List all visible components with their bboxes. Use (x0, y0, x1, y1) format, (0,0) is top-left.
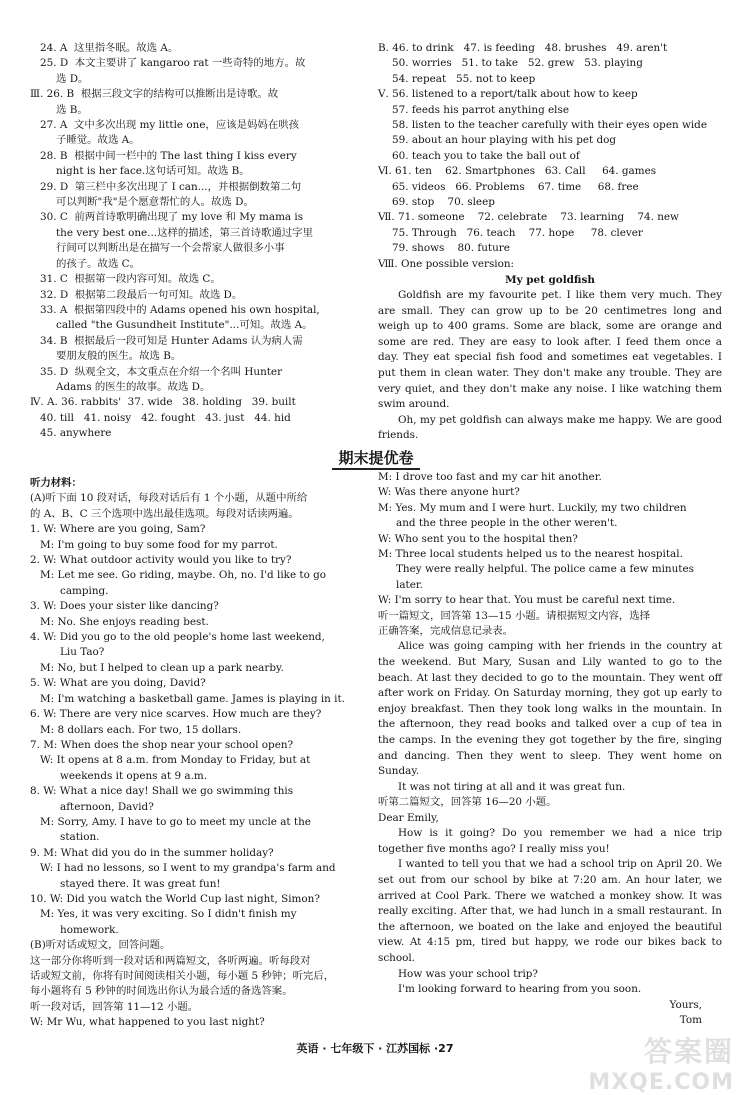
dialogue-line: and the three people in the other weren't. (396, 517, 618, 530)
answer-line: Ⅳ. A. 36. rabbits' 37. wide 38. holding 39. built (30, 396, 296, 409)
story-one-paragraph: It was not tiring at all and it was great fun. (398, 780, 626, 793)
listening-line: M: No. She enjoys reading best. (40, 615, 209, 628)
listening-line: M: I'm watching a basketball game. James is playing in it. (40, 692, 345, 705)
listening-line: homework. (60, 923, 119, 936)
answer-line: 29. D 第三栏中多次出现了 I can...，并根据倒数第二句 (40, 180, 302, 193)
listening-line: W: I had no lessons, so I went to my grandpa's farm and (40, 862, 336, 875)
listening-line: 8. W: What a nice day! Shall we go swimming this (30, 785, 294, 798)
essay-title: My pet goldfish (505, 274, 595, 287)
answer-line: 27. A 文中多次出现 my little one，应该是妈妈在哄孩 (40, 119, 299, 132)
answer-line: 行间可以判断出是在描写一个会帮家人做很多小事 (56, 242, 285, 255)
answer-line: 34. B 根据最后一段可知是 Hunter Adams 认为病人需 (40, 334, 303, 347)
answer-line: B. 46. to drink 47. is feeding 48. brushes 49. aren't (378, 42, 668, 54)
dialogue-line: W: I'm sorry to hear that. You must be careful next time. (378, 594, 676, 607)
sign-off-line: Tom (679, 1014, 702, 1027)
listening-line: W: It opens at 8 a.m. from Monday to Friday, but at (40, 754, 311, 767)
story-one (378, 639, 722, 795)
answer-line: Ⅲ. 26. B 根据三段文字的结构可以推断出是诗歌。故 (30, 88, 279, 101)
answer-line: 32. D 根据第二段最后一句可知。故选 D。 (40, 288, 243, 301)
listening-line: camping. (60, 584, 109, 597)
story-one-paragraph: Alice was going camping with her friends in the country at the weekend. But Mary, Susan and Lily wanted to go to the beach. At last they decided to go to the mountain. They went off after work on Friday. On Saturday morning, they got up early to enjoy breakfast. Then they took long walks in the mountain. In the afternoon, they read books and talked over a cup of tea in the camps. In the evening they got together by the fire, singing and dancing. Then they went to sleep. They went home on Sunday. (378, 640, 722, 778)
story-two-paragraph: How is it going? Do you remember we had a nice trip together five months ago? I really miss you! (378, 827, 722, 855)
answer-line: 选 B。 (56, 103, 88, 116)
listening-line: 6. W: There are very nice scarves. How much are they? (30, 708, 322, 721)
essay-paragraph: Oh, my pet goldfish can always make me happy. We are good friends. (378, 413, 722, 442)
story-two-intro-line: Dear Emily, (378, 811, 439, 824)
listening-material-right-column (378, 470, 722, 1029)
story-two-paragraph: I wanted to tell you that we had a school trip on April 20. We set out from our school by bike at 7:20 am. An hour later, we arrived at Cool Park. There we watched a monkey show. It was really exciting. After that, we had lunch in a small restaurant. In the afternoon, we boated on the lake and enjoyed the beautiful view. At 4:15 pm, tired but happy, we rode our bikes back to school. (378, 858, 722, 964)
dialogue-line: M: I drove too fast and my car hit another. (378, 471, 602, 483)
letter-sign-off (378, 998, 722, 1029)
listening-line: 9. M: What did you do in the summer holiday? (30, 846, 274, 859)
answer-line: called "the Gusundheit Institute"...可知。故选 A。 (56, 319, 313, 332)
listening-line: Liu Tao? (60, 646, 105, 659)
dialogue-line: They were really helpful. The police came a few minutes (396, 563, 694, 576)
story-two (378, 826, 722, 998)
answer-line: 65. videos 66. Problems 67. time 68. free (392, 180, 639, 193)
answer-line: 的孩子。故选 C。 (56, 257, 140, 270)
answer-line: Ⅶ. 71. someone 72. celebrate 73. learning 74. new (378, 211, 679, 224)
dialogue-line: W: Who sent you to the hospital then? (378, 532, 578, 545)
listening-material-column (30, 476, 370, 1031)
listening-line: M: 8 dollars each. For two, 15 dollars. (40, 723, 242, 736)
dialogue-line: later. (396, 578, 423, 591)
answer-line: 要朋友般的医生。故选 B。 (56, 350, 182, 363)
answer-key-right-column (378, 41, 722, 444)
answer-line: 50. worries 51. to take 52. grew 53. playing (392, 57, 643, 70)
answer-line: 79. shows 80. future (392, 242, 510, 255)
listening-line: 7. M: When does the shop near your school open? (30, 738, 294, 751)
essay-body (378, 288, 722, 444)
answer-lines-right (378, 41, 722, 272)
dialogue-lines (378, 470, 722, 639)
listening-line: 10. W: Did you watch the World Cup last night, Simon? (30, 892, 320, 905)
listening-heading: 听力材料： (30, 477, 82, 489)
story-two-paragraph: How was your school trip? (398, 967, 538, 980)
answer-line: 33. A 根据第四段中的 Adams opened his own hospital, (40, 303, 320, 316)
dialogue-line: 正确答案，完成信息记录表。 (378, 625, 514, 638)
answer-line: 24. A 这里指冬眠。故选 A。 (40, 42, 179, 54)
listening-line: 的 A、B、C 三个选项中选出最佳选项。每段对话读两遍。 (30, 507, 299, 520)
answer-line: Ⅴ. 56. listened to a report/talk about how to keep (378, 88, 638, 101)
answer-line: 28. B 根据中间一栏中的 The last thing I kiss every (40, 149, 297, 162)
answer-line: night is her face.这句话可知。故选 B。 (56, 165, 250, 178)
story-two-intro (378, 795, 722, 826)
listening-line: 1. W: Where are you going, Sam? (30, 523, 206, 536)
answer-line: 选 D。 (56, 72, 89, 85)
listening-line: 每小题将有 5 秒钟的时间选出你认为最合适的备选答案。 (30, 985, 293, 998)
listening-line: M: I'm going to buy some food for my parrot. (40, 538, 278, 551)
answer-line: 40. till 41. noisy 42. fought 43. just 44. hid (40, 411, 291, 424)
dialogue-line: W: Was there anyone hurt? (378, 486, 520, 499)
listening-line: M: No, but I helped to clean up a park nearby. (40, 661, 284, 674)
listening-line: weekends it opens at 9 a.m. (60, 769, 208, 782)
answer-line: 75. Through 76. teach 77. hope 78. clever (392, 226, 643, 239)
answer-line: 可以判断"我"是个愿意帮忙的人。故选 D。 (56, 196, 254, 209)
answer-line: 58. listen to the teacher carefully with their eyes open wide (392, 119, 707, 132)
answer-line: 69. stop 70. sleep (392, 196, 495, 209)
watermark-logo (588, 1030, 734, 1095)
answer-line: 子睡觉。故选 A。 (56, 134, 140, 147)
answer-line: 54. repeat 55. not to keep (392, 72, 536, 85)
listening-line: M: Sorry, Amy. I have to go to meet my uncle at the (40, 815, 311, 828)
listening-line: 听一段对话，回答第 11—12 小题。 (30, 1000, 199, 1013)
listening-line: stayed there. It was great fun! (60, 877, 221, 890)
answer-line: Ⅷ. One possible version: (378, 257, 515, 270)
sign-off-line: Yours, (669, 998, 702, 1011)
dialogue-line: 听一篇短文，回答第 13—15 小题。请根据短文内容，选择 (378, 609, 651, 622)
listening-line: (B)听对话或短文，回答问题。 (30, 939, 171, 952)
section-title: 期末提优卷 (30, 447, 722, 470)
answer-line: 30. C 前两首诗歌明确出现了 my love 和 My mama is (40, 211, 304, 224)
listening-line: afternoon, David? (60, 800, 154, 813)
answer-line: 45. anywhere (40, 427, 112, 440)
answer-line: Adams 的医生的故事。故选 D。 (56, 380, 211, 393)
page-footer: 英语 · 七年级下 · 江苏国标 ·27 (296, 1042, 454, 1055)
listening-line: 2. W: What outdoor activity would you like to try? (30, 554, 292, 567)
listening-line: 话或短文前，你将有时间阅读相关小题，每小题 5 秒钟；听完后， (30, 970, 335, 982)
answer-line: 31. C 根据第一段内容可知。故选 C。 (40, 273, 221, 286)
listening-line: 5. W: What are you doing, David? (30, 677, 206, 690)
answer-line: Ⅵ. 61. ten 62. Smartphones 63. Call 64. games (378, 165, 657, 178)
listening-line: W: Mr Wu, what happened to you last night? (30, 1016, 265, 1029)
story-two-intro-line: 听第二篇短文，回答第 16—20 小题。 (378, 796, 557, 809)
answer-line: 25. D 本文主要讲了 kangaroo rat 一些奇特的地方。故 (40, 57, 306, 70)
answer-line: the very best one...这样的描述，第三首诗歌通过字里 (56, 226, 313, 239)
watermark-text: 答案圈 (643, 1035, 734, 1068)
story-two-paragraph: I'm looking forward to hearing from you soon. (398, 983, 642, 996)
answer-line: 60. teach you to take the ball out of (392, 149, 580, 162)
answer-key-left-column (30, 41, 370, 442)
listening-line: (A)听下面 10 段对话，每段对话后有 1 个小题，从题中所给 (30, 492, 308, 505)
listening-line: station. (60, 831, 100, 844)
listening-lines (30, 491, 370, 1030)
dialogue-line: M: Yes. My mum and I were hurt. Luckily, my two children (378, 501, 687, 514)
listening-line: 这一部分你将听到一段对话和两篇短文，各听两遍。听每段对 (30, 954, 311, 967)
answer-line: 57. feeds his parrot anything else (392, 103, 569, 116)
answer-line: 59. about an hour playing with his pet dog (392, 134, 617, 147)
answer-line: 35. D 纵观全文，本文重点在介绍一个名叫 Hunter (40, 365, 283, 378)
essay-paragraph: Goldfish are my favourite pet. I like them very much. They are small. They can grow up to be 20 centimetres long and weigh up to 400 grams. Some are black, some are orange and some are red. They are easy to look after. I feed them once a day. They eat special fish food and sometimes eat vegetables. I put them in clean water. They don't make any trouble. They are very quiet, and they don't make any noise. I like watching them swim around. (378, 289, 722, 411)
dialogue-line: M: Three local students helped us to the nearest hospital. (378, 548, 683, 561)
listening-line: 4. W: Did you go to the old people's home last weekend, (30, 631, 325, 644)
listening-line: M: Yes, it was very exciting. So I didn't finish my (40, 908, 297, 921)
listening-line: M: Let me see. Go riding, maybe. Oh, no. I'd like to go (40, 569, 327, 582)
listening-line: 3. W: Does your sister like dancing? (30, 600, 219, 613)
watermark-url: MXQE.COM (588, 1070, 734, 1095)
